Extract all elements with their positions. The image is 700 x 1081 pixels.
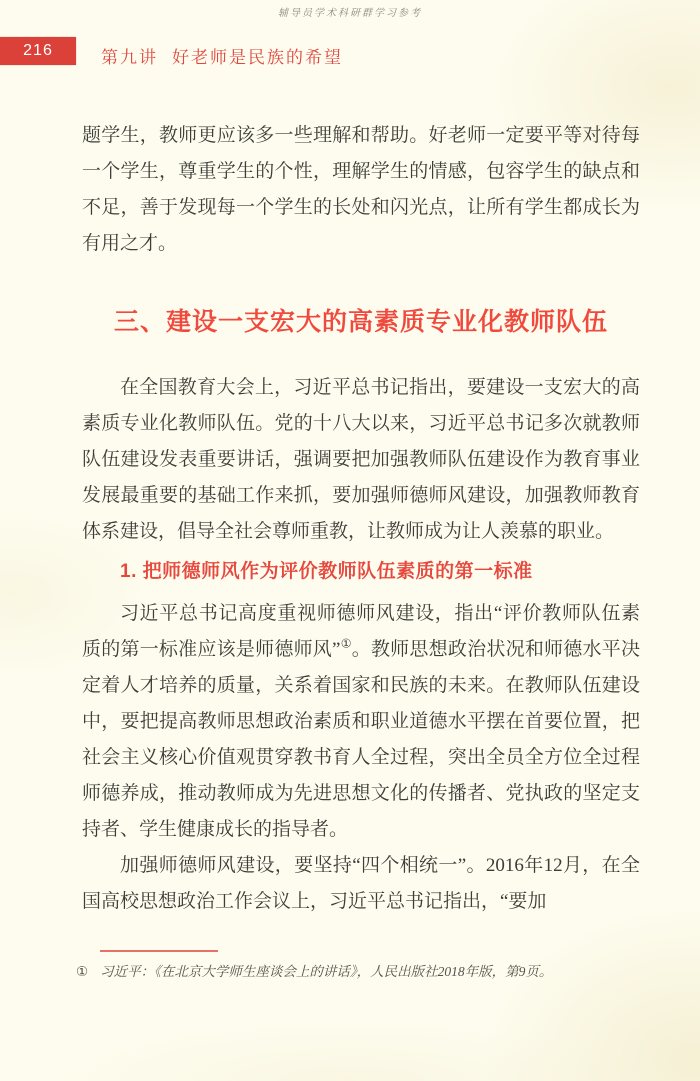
paragraph-text: 习近平总书记高度重视师德师风建设，指出“评价教师队伍素质的第一标准应该是师德师风” (82, 603, 640, 660)
page-number-badge (0, 37, 76, 65)
footnote-reference-marker: ① (340, 636, 352, 651)
paragraph-text: 。教师思想政治状况和师德水平决定着人才培养的质量，关系着国家和民族的未来。在教师队伍建设中，要把提高教师思想政治素质和职业道德水平摆在首要位置，把社会主义核心价值观贯穿教书育人全过程，突出全员全方位全过程师德养成，推动教师成为先进思想文化的传播者、党执政的坚定支持者、学生健康成长的指导者。 (82, 639, 640, 840)
paragraph (82, 596, 640, 848)
page-content (82, 118, 640, 920)
paragraph: 加强师德师风建设，要坚持“四个相统一”。2016年12月，在全国高校思想政治工作会议上，习近平总书记指出，“要加 (82, 855, 640, 912)
chapter-title: 好老师是民族的希望 (172, 48, 343, 67)
subsection-heading: 1. 把师德师风作为评价教师队伍素质的第一标准 (120, 561, 533, 582)
paragraph: 在全国教育大会上，习近平总书记指出，要建设一支宏大的高素质专业化教师队伍。党的十八大以来，习近平总书记多次就教师队伍建设发表重要讲话，强调要把加强教师队伍建设作为教育事业发展最重要的基础工作来抓，要加强师德师风建设，加强教师教育体系建设，倡导全社会尊师重教，让教师成为让人羡慕的职业。 (82, 377, 640, 542)
footnote-text: 习近平：《在北京大学师生座谈会上的讲话》，人民出版社2018年版，第9页。 (100, 964, 553, 979)
running-header: 辅导员学术科研群学习参考 (278, 8, 422, 19)
paragraph-continuation: 题学生，教师更应该多一些理解和帮助。好老师一定要平等对待每一个学生，尊重学生的个性，理解学生的情感，包容学生的缺点和不足，善于发现每一个学生的长处和闪光点，让所有学生都成长为有用之才。 (82, 125, 640, 254)
page-number: 216 (23, 42, 53, 59)
footnote (76, 961, 648, 983)
chapter-header (101, 43, 343, 68)
section-heading: 三、建设一支宏大的高素质专业化教师队伍 (113, 308, 608, 336)
footnote-marker: ① (76, 964, 89, 979)
footnote-separator-line (100, 950, 218, 952)
chapter-label: 第九讲 (101, 48, 158, 67)
